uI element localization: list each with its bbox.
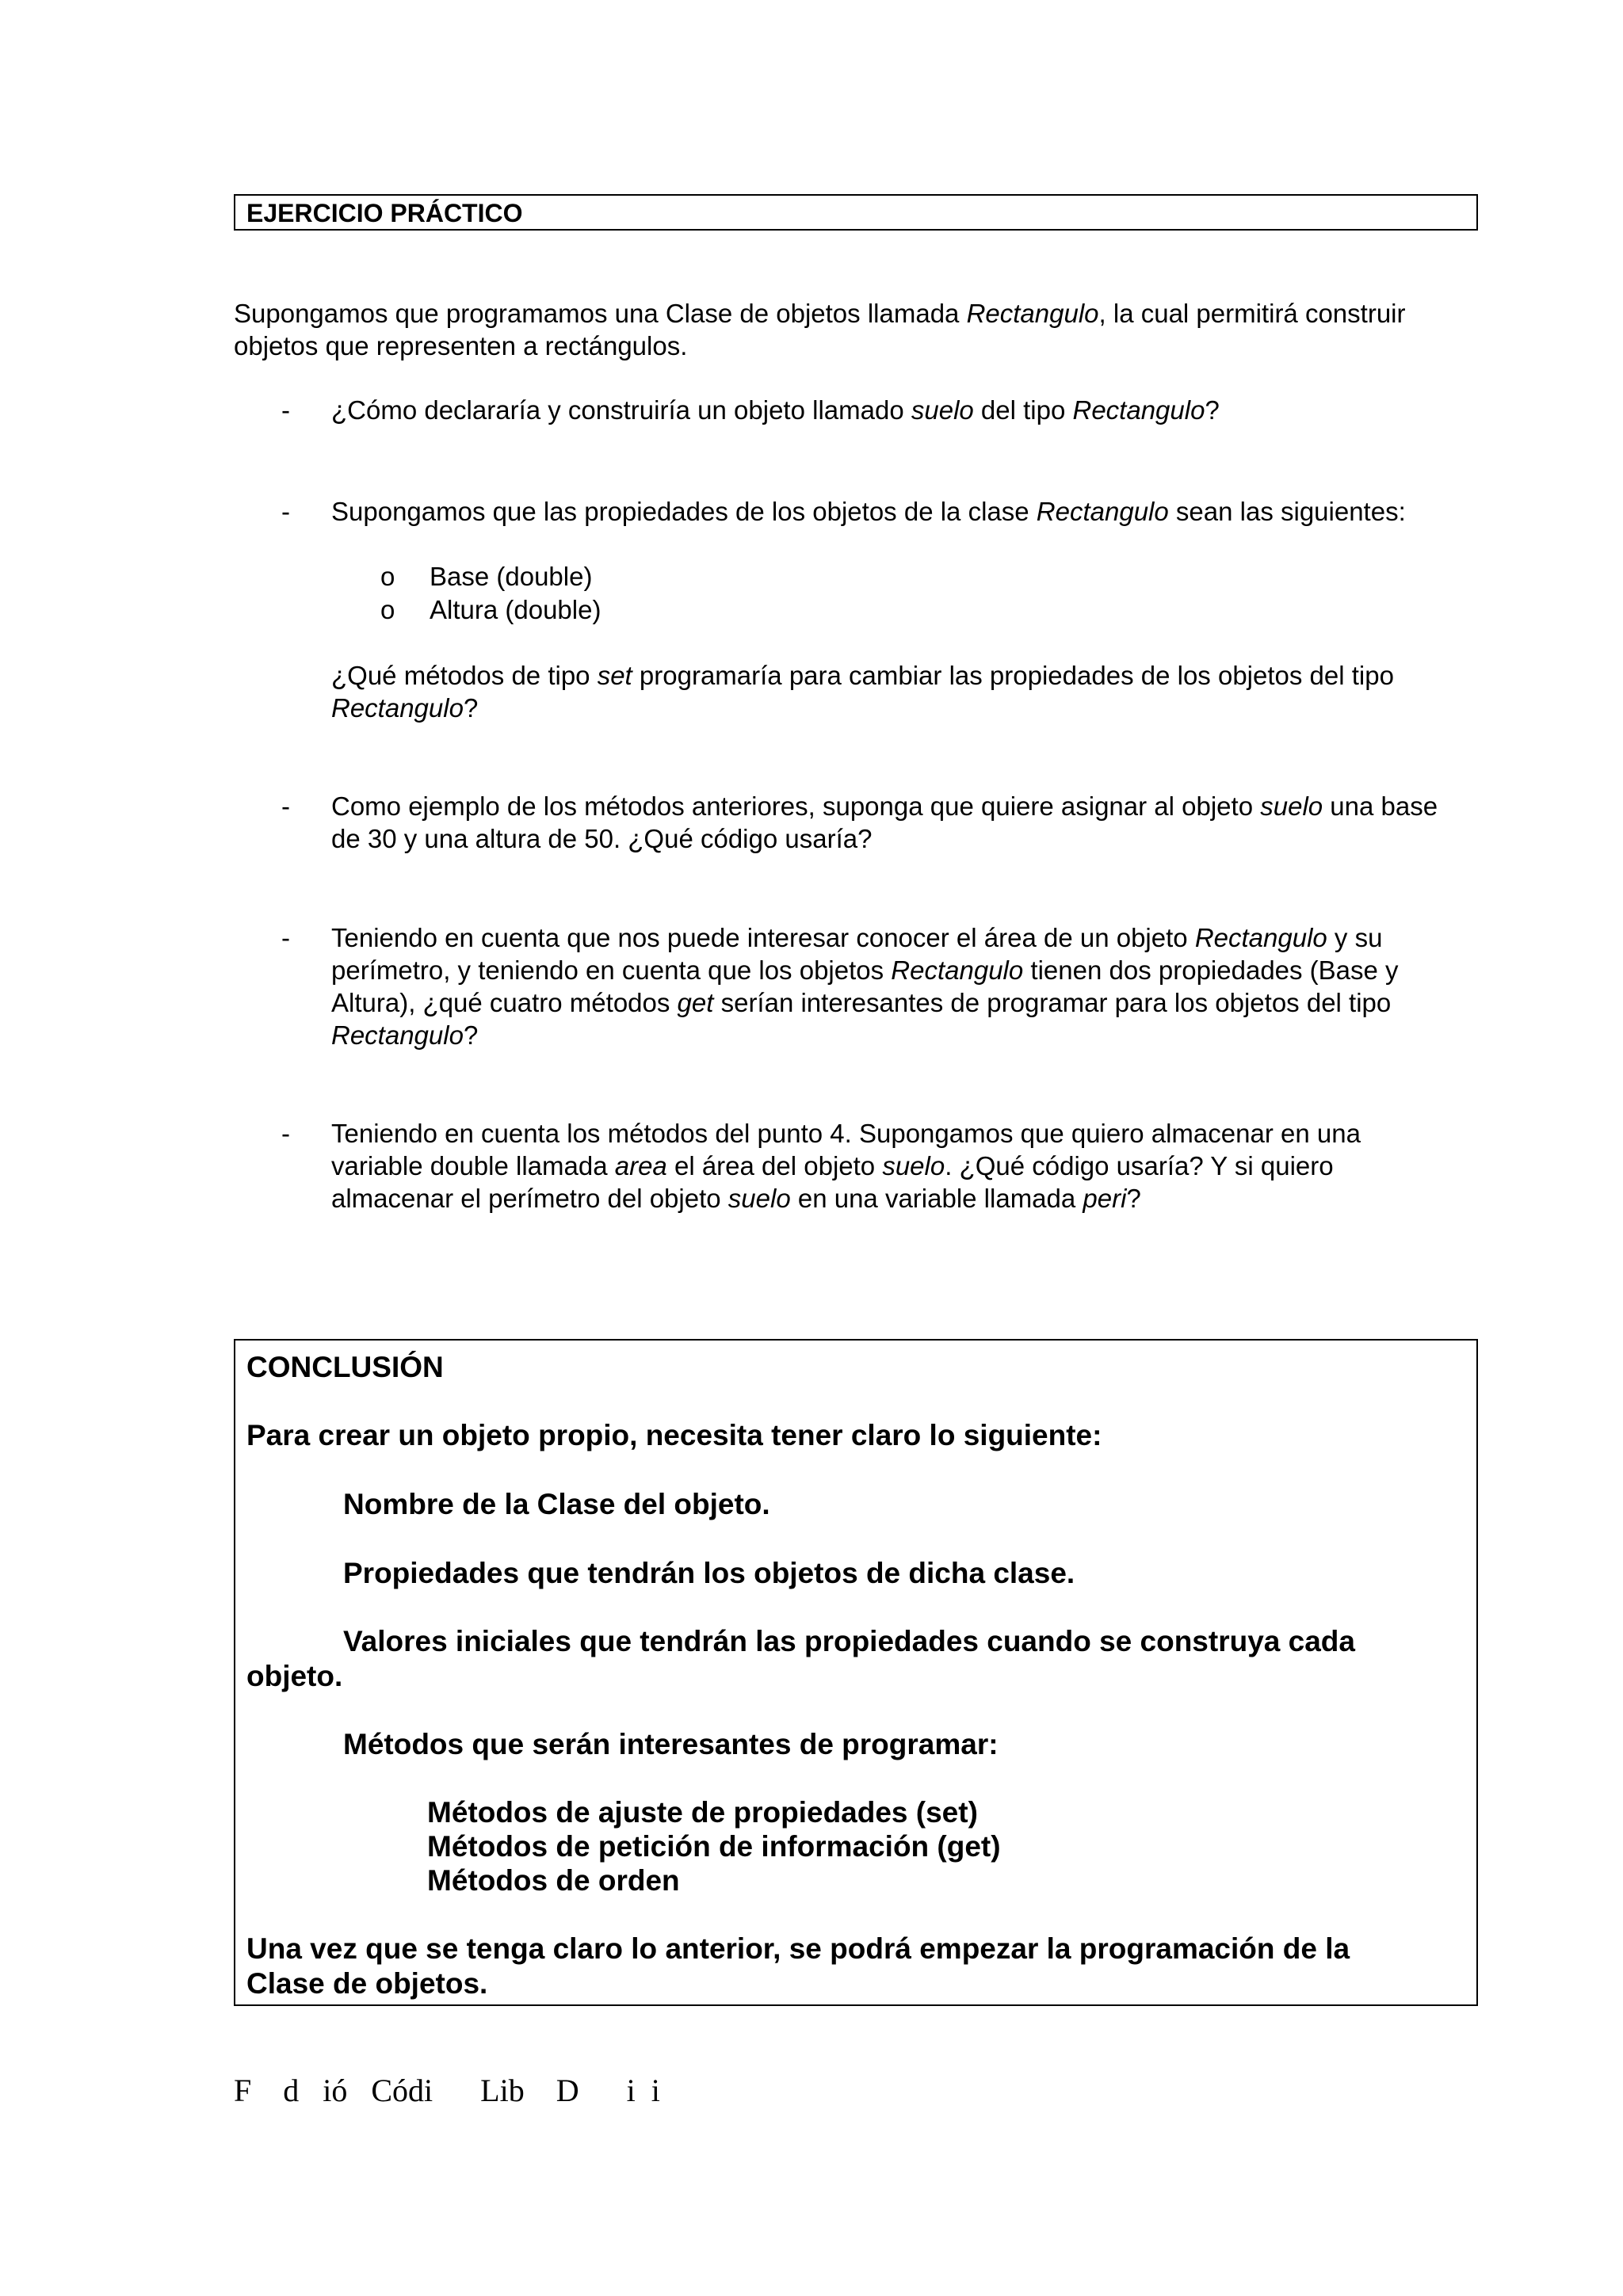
- dash-bullet: -: [281, 791, 290, 821]
- question-5-text: Teniendo en cuenta los métodos del punto 4. Supongamos que quiero almacenar en una variable double llamada area el área del objeto suelo. ¿Qué código usaría? Y si quiero almacenar el perímetro del objeto suelo en una variable llamada peri?: [331, 1119, 1361, 1213]
- method-type-set: Métodos de ajuste de propiedades (set): [427, 1796, 978, 1829]
- circle-bullet: o: [380, 595, 395, 624]
- exercise-title: EJERCICIO PRÁCTICO: [246, 199, 523, 227]
- question-2-followup: ¿Qué métodos de tipo set programaría para cambiar las propiedades de los objetos del tipo Rectangulo?: [331, 661, 1394, 723]
- conclusion-item-class-name: Nombre de la Clase del objeto.: [343, 1488, 770, 1520]
- method-type-get: Métodos de petición de información (get): [427, 1830, 1001, 1863]
- conclusion-item-methods: Métodos que serán interesantes de programar:: [343, 1728, 999, 1760]
- conclusion-item-initial-values-cont: objeto.: [246, 1660, 343, 1692]
- question-1-text: ¿Cómo declararía y construiría un objeto llamado suelo del tipo Rectangulo?: [331, 395, 1220, 425]
- conclusion-closing: Una vez que se tenga claro lo anterior, se podrá empezar la programación de la: [246, 1932, 1350, 1965]
- question-2-text: Supongamos que las propiedades de los objetos de la clase Rectangulo sean las siguientes:: [331, 497, 1406, 526]
- conclusion-closing-cont: Clase de objetos.: [246, 1967, 488, 2000]
- dash-bullet: -: [281, 395, 290, 425]
- question-3-text: Como ejemplo de los métodos anteriores, suponga que quiere asignar al objeto suelo una base de 30 y una altura de 50. ¿Qué código usaría?: [331, 791, 1438, 853]
- property-label: Altura (double): [430, 595, 601, 624]
- conclusion-item-initial-values: Valores iniciales que tendrán las propiedades cuando se construya cada: [343, 1625, 1355, 1657]
- dash-bullet: -: [281, 923, 290, 952]
- conclusion-item-properties: Propiedades que tendrán los objetos de dicha clase.: [343, 1557, 1075, 1589]
- question-4-text: Teniendo en cuenta que nos puede interesar conocer el área de un objeto Rectangulo y su perímetro, y teniendo en cuenta que los objetos Rectangulo tienen dos propiedades (Base y Altura), ¿qué cuatro métodos get serían interesantes de programar para los objetos del tipo Rectangulo?: [331, 923, 1399, 1050]
- dash-bullet: -: [281, 497, 290, 526]
- circle-bullet: o: [380, 562, 395, 591]
- intro-paragraph: Supongamos que programamos una Clase de objetos llamada Rectangulo, la cual permitirá construir objetos que representen a rectángulos.: [234, 299, 1406, 360]
- conclusion-title: CONCLUSIÓN: [246, 1351, 444, 1383]
- property-label: Base (double): [430, 562, 593, 591]
- method-type-order: Métodos de orden: [427, 1864, 680, 1897]
- dash-bullet: -: [281, 1119, 290, 1148]
- page-footer: F d ió Códi Lib D i i: [234, 2073, 660, 2108]
- conclusion-lead: Para crear un objeto propio, necesita tener claro lo siguiente:: [246, 1419, 1102, 1451]
- exercise-title-box: [234, 194, 1478, 231]
- conclusion-box: [234, 1339, 1478, 2006]
